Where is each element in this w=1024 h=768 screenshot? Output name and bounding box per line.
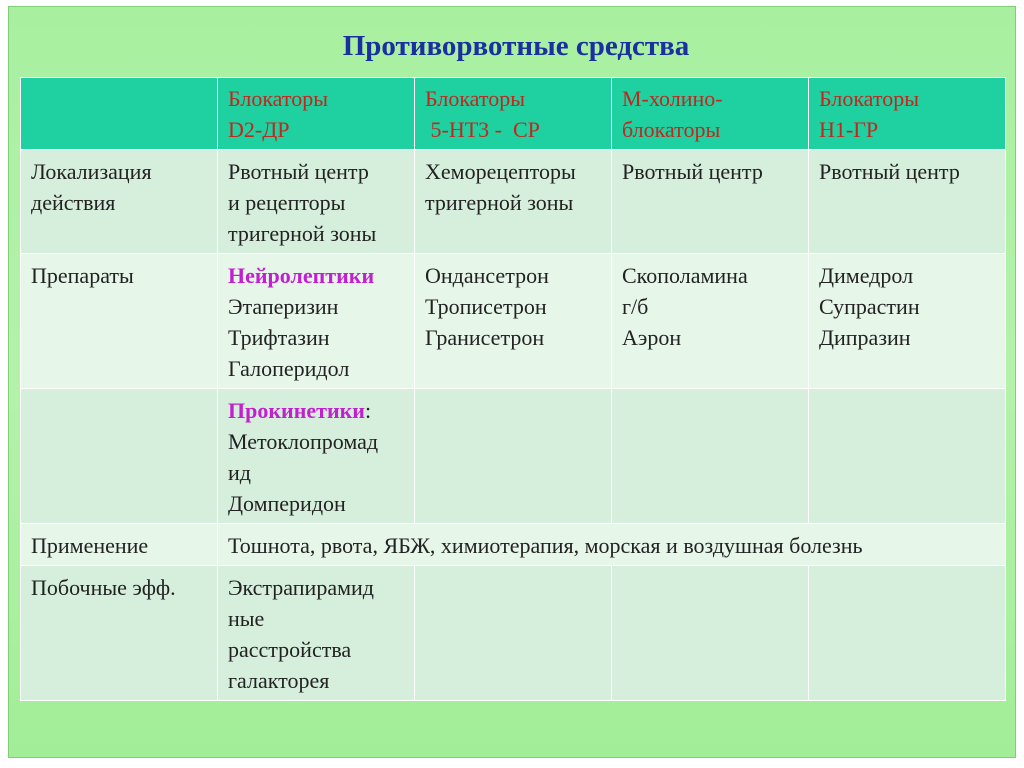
header-m-line2: блокаторы [622, 117, 721, 142]
cell-side-effects-m [612, 566, 809, 701]
cell-line: Тошнота, рвота, ЯБЖ, химиотерапия, морская и воздушная болезнь [228, 533, 863, 558]
cell-line: Ондансетрон [425, 263, 549, 288]
cell-line: ид [228, 460, 251, 485]
row-label-drugs [21, 254, 218, 389]
cell-line: Трописетрон [425, 294, 547, 319]
cell-localization-m [612, 150, 809, 254]
label-line: действия [31, 190, 116, 215]
cell-line: Супрастин [819, 294, 920, 319]
page-title: Противорвотные средства [342, 30, 690, 62]
cell-prokinetics-d2 [218, 389, 415, 524]
cell-localization-d2 [218, 150, 415, 254]
header-5ht3-line2: 5-НТ3 - СР [425, 117, 540, 142]
neuroleptics-heading: Нейролептики [228, 263, 375, 288]
cell-drugs-5ht3 [415, 254, 612, 389]
cell-line: Рвотный центр [622, 159, 763, 184]
cell-line: Аэрон [622, 325, 682, 350]
label-line: Побочные эфф. [31, 575, 176, 600]
prokinetics-heading-line [228, 395, 404, 426]
table-row-localization [21, 150, 1006, 254]
cell-line: Галоперидол [228, 356, 350, 381]
cell-line: расстройства [228, 637, 352, 662]
table-row-side-effects [21, 566, 1006, 701]
cell-line: Рвотный центр [819, 159, 960, 184]
cell-drugs-h1 [809, 254, 1006, 389]
cell-line: и рецепторы [228, 190, 346, 215]
table-row-drugs [21, 254, 1006, 389]
label-line: Препараты [31, 263, 134, 288]
table-row-prokinetics [21, 389, 1006, 524]
cell-drugs-m [612, 254, 809, 389]
cell-line: тригерной зоны [228, 221, 377, 246]
cell-line: Экстрапирамид [228, 575, 374, 600]
cell-prokinetics-m [612, 389, 809, 524]
cell-drugs-d2 [218, 254, 415, 389]
label-line: Применение [31, 533, 149, 558]
cell-line: г/б [622, 294, 649, 319]
prokinetics-colon: : [364, 398, 372, 423]
cell-side-effects-d2 [218, 566, 415, 701]
header-cell-empty [21, 78, 218, 150]
cell-line: Скополамина [622, 263, 748, 288]
row-label-side-effects [21, 566, 218, 701]
cell-usage [218, 524, 1006, 566]
antiemetics-table [20, 77, 1006, 701]
cell-localization-h1 [809, 150, 1006, 254]
cell-prokinetics-5ht3 [415, 389, 612, 524]
header-h1-line2: Н1-ГР [819, 117, 879, 142]
cell-line: Метоклопромад [228, 429, 379, 454]
header-cell-d2 [218, 78, 415, 150]
header-cell-h1 [809, 78, 1006, 150]
cell-line: Гранисетрон [425, 325, 545, 350]
cell-line: тригерной зоны [425, 190, 574, 215]
cell-line: Рвотный центр [228, 159, 369, 184]
table-row-usage [21, 524, 1006, 566]
header-d2-line2: D2-ДР [228, 117, 290, 142]
cell-side-effects-5ht3 [415, 566, 612, 701]
cell-localization-5ht3 [415, 150, 612, 254]
cell-line: ные [228, 606, 265, 631]
header-h1-line1: Блокаторы [819, 86, 919, 111]
cell-line: Этаперизин [228, 294, 339, 319]
header-d2-line1: Блокаторы [228, 86, 328, 111]
header-cell-5ht3 [415, 78, 612, 150]
header-cell-m-cholino [612, 78, 809, 150]
label-line: Локализация [31, 159, 152, 184]
cell-line: Хеморецепторы [425, 159, 576, 184]
header-row [21, 78, 1006, 150]
cell-line: галакторея [228, 668, 330, 693]
cell-line: Димедрол [819, 263, 914, 288]
header-5ht3-line1: Блокаторы [425, 86, 525, 111]
cell-line: Домперидон [228, 491, 346, 516]
cell-side-effects-h1 [809, 566, 1006, 701]
row-label-localization [21, 150, 218, 254]
cell-line: Дипразин [819, 325, 911, 350]
row-label-empty [21, 389, 218, 524]
cell-prokinetics-h1 [809, 389, 1006, 524]
cell-line: Трифтазин [228, 325, 330, 350]
header-m-line1: М-холино- [622, 86, 723, 111]
row-label-usage [21, 524, 218, 566]
prokinetics-heading: Прокинетики [228, 398, 365, 423]
